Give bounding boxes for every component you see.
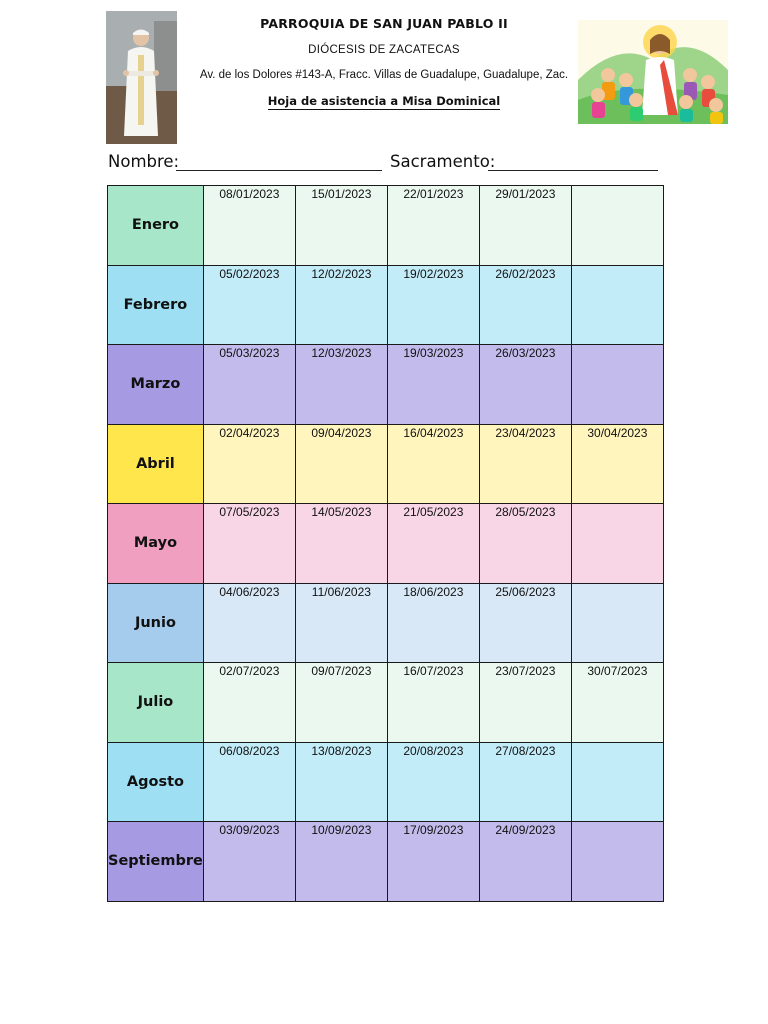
attendance-cell[interactable] bbox=[295, 186, 387, 266]
attendance-cell[interactable] bbox=[295, 663, 387, 743]
attendance-cell[interactable] bbox=[479, 345, 571, 425]
sunday-date: 05/03/2023 bbox=[219, 346, 280, 360]
sunday-date: 19/03/2023 bbox=[403, 346, 464, 360]
sunday-date: 28/05/2023 bbox=[495, 505, 556, 519]
jesus-children-clipart bbox=[578, 20, 728, 124]
month-row bbox=[108, 663, 664, 743]
month-label: Marzo bbox=[108, 345, 204, 425]
sunday-date bbox=[572, 743, 663, 744]
sunday-date: 12/03/2023 bbox=[311, 346, 372, 360]
month-label: Enero bbox=[108, 186, 204, 266]
attendance-cell[interactable] bbox=[571, 265, 663, 345]
attendance-cell[interactable] bbox=[387, 663, 479, 743]
attendance-cell[interactable] bbox=[387, 186, 479, 266]
attendance-cell[interactable] bbox=[571, 345, 663, 425]
sunday-date: 30/07/2023 bbox=[587, 664, 648, 678]
attendance-cell[interactable] bbox=[387, 424, 479, 504]
month-label: Agosto bbox=[108, 742, 204, 822]
name-field[interactable] bbox=[176, 170, 382, 171]
pope-portrait-image bbox=[106, 11, 177, 144]
attendance-cell[interactable] bbox=[387, 822, 479, 902]
attendance-cell[interactable] bbox=[479, 583, 571, 663]
sunday-date: 29/01/2023 bbox=[495, 187, 556, 201]
attendance-cell[interactable] bbox=[479, 822, 571, 902]
sunday-date: 12/02/2023 bbox=[311, 266, 372, 281]
sunday-date bbox=[572, 504, 663, 505]
attendance-cell[interactable] bbox=[203, 742, 295, 822]
sunday-date: 05/02/2023 bbox=[219, 266, 280, 281]
attendance-cell[interactable] bbox=[203, 424, 295, 504]
attendance-cell[interactable] bbox=[387, 742, 479, 822]
sunday-date bbox=[572, 266, 663, 267]
sunday-date: 16/04/2023 bbox=[403, 425, 464, 440]
sunday-date: 08/01/2023 bbox=[219, 187, 280, 201]
sunday-date: 14/05/2023 bbox=[311, 505, 372, 519]
attendance-cell[interactable] bbox=[571, 424, 663, 504]
parish-title: PARROQUIA DE SAN JUAN PABLO II bbox=[260, 16, 508, 31]
sunday-date: 22/01/2023 bbox=[403, 187, 464, 201]
attendance-table bbox=[107, 185, 664, 902]
attendance-cell[interactable] bbox=[203, 265, 295, 345]
month-label: Junio bbox=[108, 583, 204, 663]
attendance-cell[interactable] bbox=[479, 424, 571, 504]
attendance-cell[interactable] bbox=[387, 265, 479, 345]
sunday-date: 16/07/2023 bbox=[403, 664, 464, 678]
month-label: Abril bbox=[108, 424, 204, 504]
attendance-cell[interactable] bbox=[295, 424, 387, 504]
sunday-date bbox=[572, 186, 663, 187]
sunday-date: 19/02/2023 bbox=[403, 266, 464, 281]
month-row bbox=[108, 583, 664, 663]
attendance-cell[interactable] bbox=[203, 186, 295, 266]
attendance-cell[interactable] bbox=[571, 663, 663, 743]
sunday-date bbox=[572, 584, 663, 585]
diocese-name: DIÓCESIS DE ZACATECAS bbox=[308, 44, 460, 56]
attendance-cell[interactable] bbox=[479, 186, 571, 266]
attendance-cell[interactable] bbox=[479, 265, 571, 345]
month-row bbox=[108, 822, 664, 902]
month-row bbox=[108, 265, 664, 345]
attendance-cell[interactable] bbox=[295, 822, 387, 902]
attendance-cell[interactable] bbox=[571, 186, 663, 266]
month-row bbox=[108, 345, 664, 425]
attendance-cell[interactable] bbox=[387, 345, 479, 425]
attendance-cell[interactable] bbox=[571, 742, 663, 822]
document-header bbox=[190, 14, 578, 110]
sunday-date: 06/08/2023 bbox=[219, 743, 280, 758]
month-row bbox=[108, 424, 664, 504]
attendance-cell[interactable] bbox=[479, 504, 571, 584]
attendance-cell[interactable] bbox=[295, 504, 387, 584]
sunday-date: 09/04/2023 bbox=[311, 425, 372, 440]
sunday-date: 02/04/2023 bbox=[219, 425, 280, 440]
sunday-date: 24/09/2023 bbox=[495, 823, 556, 837]
sunday-date: 25/06/2023 bbox=[495, 584, 556, 599]
sunday-date bbox=[572, 822, 663, 823]
attendance-cell[interactable] bbox=[571, 504, 663, 584]
attendance-cell[interactable] bbox=[571, 583, 663, 663]
attendance-cell[interactable] bbox=[387, 583, 479, 663]
month-label: Febrero bbox=[108, 265, 204, 345]
attendance-cell[interactable] bbox=[203, 663, 295, 743]
month-label: Septiembre bbox=[108, 822, 204, 902]
attendance-cell[interactable] bbox=[295, 345, 387, 425]
attendance-cell[interactable] bbox=[479, 663, 571, 743]
sunday-date: 21/05/2023 bbox=[403, 505, 464, 519]
month-row bbox=[108, 186, 664, 266]
name-label: Nombre: bbox=[108, 152, 180, 171]
sunday-date: 17/09/2023 bbox=[403, 823, 464, 837]
sunday-date: 26/02/2023 bbox=[495, 266, 556, 281]
sunday-date: 10/09/2023 bbox=[311, 823, 372, 837]
month-row bbox=[108, 504, 664, 584]
month-label: Julio bbox=[108, 663, 204, 743]
sunday-date: 20/08/2023 bbox=[403, 743, 464, 758]
attendance-cell[interactable] bbox=[203, 583, 295, 663]
attendance-cell[interactable] bbox=[203, 504, 295, 584]
sheet-title: Hoja de asistencia a Misa Dominical bbox=[267, 94, 501, 108]
month-label: Mayo bbox=[108, 504, 204, 584]
sunday-date: 23/04/2023 bbox=[495, 425, 556, 440]
attendance-cell[interactable] bbox=[571, 822, 663, 902]
sunday-date: 02/07/2023 bbox=[219, 664, 280, 678]
sunday-date: 13/08/2023 bbox=[311, 743, 372, 758]
attendance-cell[interactable] bbox=[203, 822, 295, 902]
attendance-cell[interactable] bbox=[295, 265, 387, 345]
attendance-cell[interactable] bbox=[387, 504, 479, 584]
sunday-date: 30/04/2023 bbox=[587, 425, 648, 440]
sunday-date bbox=[572, 345, 663, 346]
sunday-date: 11/06/2023 bbox=[311, 584, 371, 599]
sunday-date: 18/06/2023 bbox=[403, 584, 464, 599]
sunday-date: 09/07/2023 bbox=[311, 664, 372, 678]
sunday-date: 03/09/2023 bbox=[219, 823, 280, 837]
sacrament-label: Sacramento: bbox=[390, 152, 496, 171]
sunday-date: 07/05/2023 bbox=[219, 505, 280, 519]
sunday-date: 04/06/2023 bbox=[219, 584, 280, 599]
attendance-cell[interactable] bbox=[295, 742, 387, 822]
parish-address: Av. de los Dolores #143-A, Fracc. Villas de Guadalupe, Guadalupe, Zac. bbox=[199, 69, 569, 81]
sacrament-field[interactable] bbox=[488, 170, 658, 171]
attendance-cell[interactable] bbox=[295, 583, 387, 663]
sunday-date: 23/07/2023 bbox=[495, 664, 556, 678]
form-fields bbox=[108, 152, 668, 176]
sunday-date: 27/08/2023 bbox=[495, 743, 556, 758]
sunday-date: 26/03/2023 bbox=[495, 346, 556, 360]
month-row bbox=[108, 742, 664, 822]
sunday-date: 15/01/2023 bbox=[311, 187, 372, 201]
attendance-cell[interactable] bbox=[203, 345, 295, 425]
attendance-cell[interactable] bbox=[479, 742, 571, 822]
